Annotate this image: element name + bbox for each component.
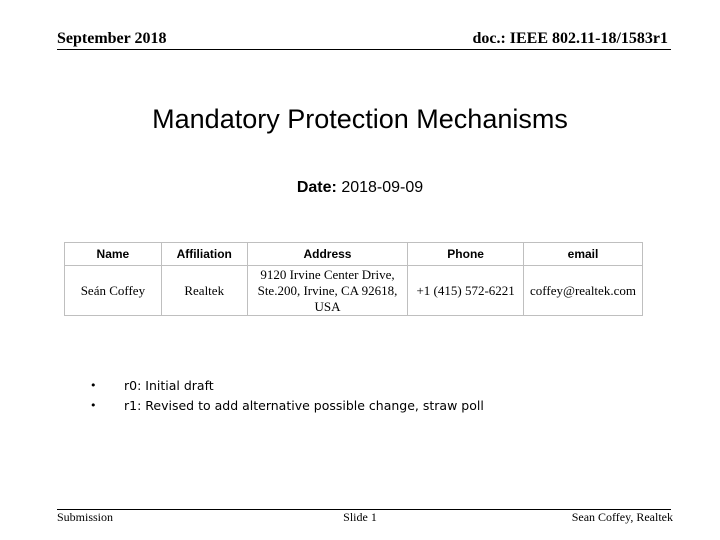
revision-text: r0: Initial draft xyxy=(124,378,214,393)
author-name: Seán Coffey xyxy=(65,266,162,316)
revision-text: r1: Revised to add alternative possible change, straw poll xyxy=(124,398,484,413)
bullet-icon: • xyxy=(90,379,97,392)
bullet-icon: • xyxy=(90,399,97,412)
author-affiliation: Realtek xyxy=(161,266,247,316)
footer-submission: Submission xyxy=(57,510,114,524)
date-value: 2018-09-09 xyxy=(341,179,424,196)
header-date: September 2018 xyxy=(57,30,167,47)
footer-slide-number: Slide 1 xyxy=(343,510,377,524)
footer-author: Sean Coffey, Realtek xyxy=(571,510,673,524)
authors-table xyxy=(64,242,643,316)
header-rule xyxy=(57,49,671,50)
list-item xyxy=(90,377,484,397)
table-header-row xyxy=(65,243,643,266)
table-row xyxy=(65,266,643,316)
slide-date xyxy=(0,179,720,197)
author-email: coffey@realtek.com xyxy=(523,266,642,316)
author-phone: +1 (415) 572-6221 xyxy=(408,266,524,316)
column-header-address: Address xyxy=(247,243,408,266)
slide-title: Mandatory Protection Mechanisms xyxy=(152,104,568,134)
list-item xyxy=(90,397,484,417)
column-header-name: Name xyxy=(65,243,162,266)
column-header-email: email xyxy=(523,243,642,266)
author-address: 9120 Irvine Center Drive, Ste.200, Irvine, CA 92618, USA xyxy=(247,266,408,316)
column-header-phone: Phone xyxy=(408,243,524,266)
revision-list xyxy=(90,377,484,417)
column-header-affiliation: Affiliation xyxy=(161,243,247,266)
date-label: Date: xyxy=(296,179,337,196)
header-doc-id: doc.: IEEE 802.11-18/1583r1 xyxy=(472,30,668,47)
